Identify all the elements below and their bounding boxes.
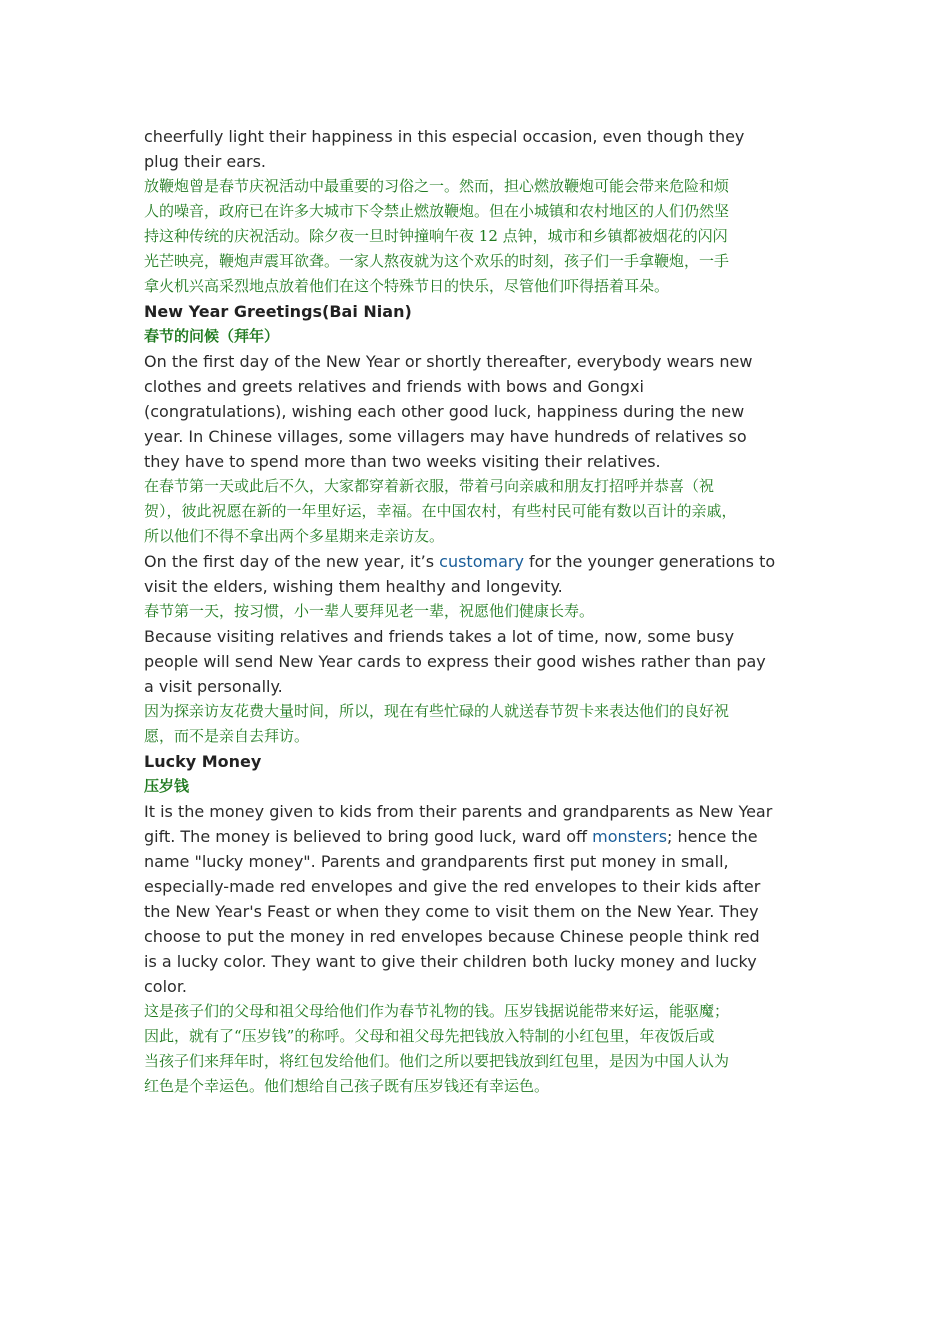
- lucky-money-paragraph-start: It is the money given to kids from their parents and grandparents as New Year gift. The money is believed to bring good luck, ward off: [144, 802, 773, 846]
- greetings-paragraph-2-start: On the first day of the new year, it’s: [144, 552, 440, 571]
- intro-chinese-paragraph: 放鞭炮曾是春节庆祝活动中最重要的习俗之一。然而，担心燃放鞭炮可能会带来危险和烦 人的噪音，政府已在许多大城市下令禁止燃放鞭炮。但在小城镇和农村地区的人们仍然坚 持这种传统的庆祝活动。除夕夜一旦时钟撞响午夜 12 点钟，城市和乡镇都被烟花的闪闪 光芒映亮，鞭炮声震耳欲聋。一家人熬夜就为这个欢乐的时刻，孩子们一手拿鞭炮，一手 拿火机兴高采烈地点放着他们在这个特殊节日的快乐，尽管他们吓得捂着耳朵。: [144, 177, 730, 295]
- customary-link[interactable]: customary: [439, 552, 524, 571]
- lucky-money-paragraph-end: ; hence the name "lucky money". Parents and grandparents first put money in small, especially-made red envelopes and give the red envelopes to their kids after the New Year's Feast or when they come to visit them on the New Year. They choose to put the money in red envelopes because Chinese people think red is a lucky color. They want to give their children both lucky money and lucky color.: [144, 827, 761, 996]
- greetings-paragraph-3: Because visiting relatives and friends takes a lot of time, now, some busy people will send New Year cards to express their good wishes rather than pay a visit personally.: [144, 627, 766, 696]
- greetings-paragraph-2-chinese: 春节第一天，按习惯，小一辈人要拜见老一辈，祝愿他们健康长寿。: [144, 602, 595, 620]
- greetings-heading: New Year Greetings(Bai Nian): [144, 302, 412, 321]
- greetings-heading-chinese: 春节的问候（拜年）: [144, 327, 280, 345]
- lucky-money-heading: Lucky Money: [144, 752, 262, 771]
- monsters-link[interactable]: monsters: [592, 827, 668, 846]
- greetings-paragraph-2-end: for the younger generations to visit the elders, wishing them healthy and longevity.: [144, 552, 776, 596]
- lucky-money-paragraph-chinese: 这是孩子们的父母和祖父母给他们作为春节礼物的钱。压岁钱据说能带来好运，能驱魔； 因此，就有了“压岁钱”的称呼。父母和祖父母先把钱放入特制的小红包里，年夜饭后或 当孩子们来拜年时，将红包发给他们。他们之所以要把钱放到红包里，是因为中国人认为 红色是个幸运色。他们想给自己孩子既有压岁钱还有幸运色。: [144, 1002, 730, 1095]
- greetings-paragraph-3-chinese: 因为探亲访友花费大量时间，所以，现在有些忙碌的人就送春节贺卡来表达他们的良好祝 愿，而不是亲自去拜访。: [144, 702, 730, 745]
- document-page: [144, 124, 812, 1099]
- greetings-paragraph-1-chinese: 在春节第一天或此后不久，大家都穿着新衣服，带着弓向亲戚和朋友打招呼并恭喜（祝 贺），彼此祝愿在新的一年里好运，幸福。在中国农村，有些村民可能有数以百计的亲戚， 所以他们不得不拿出两个多星期来走亲访友。: [144, 477, 737, 545]
- lucky-money-heading-chinese: 压岁钱: [144, 777, 190, 795]
- greetings-paragraph-1: On the first day of the New Year or shortly thereafter, everybody wears new clothes and greets relatives and friends with bows and Gongxi (congratulations), wishing each other good luck, happiness during the new year. In Chinese villages, some villagers may have hundreds of relatives so they have to spend more than two weeks visiting their relatives.: [144, 352, 753, 471]
- intro-english-paragraph: cheerfully light their happiness in this especial occasion, even though they plug their ears.: [144, 127, 745, 171]
- lucky-money-paragraph: [144, 799, 812, 999]
- greetings-paragraph-2: [144, 549, 812, 599]
